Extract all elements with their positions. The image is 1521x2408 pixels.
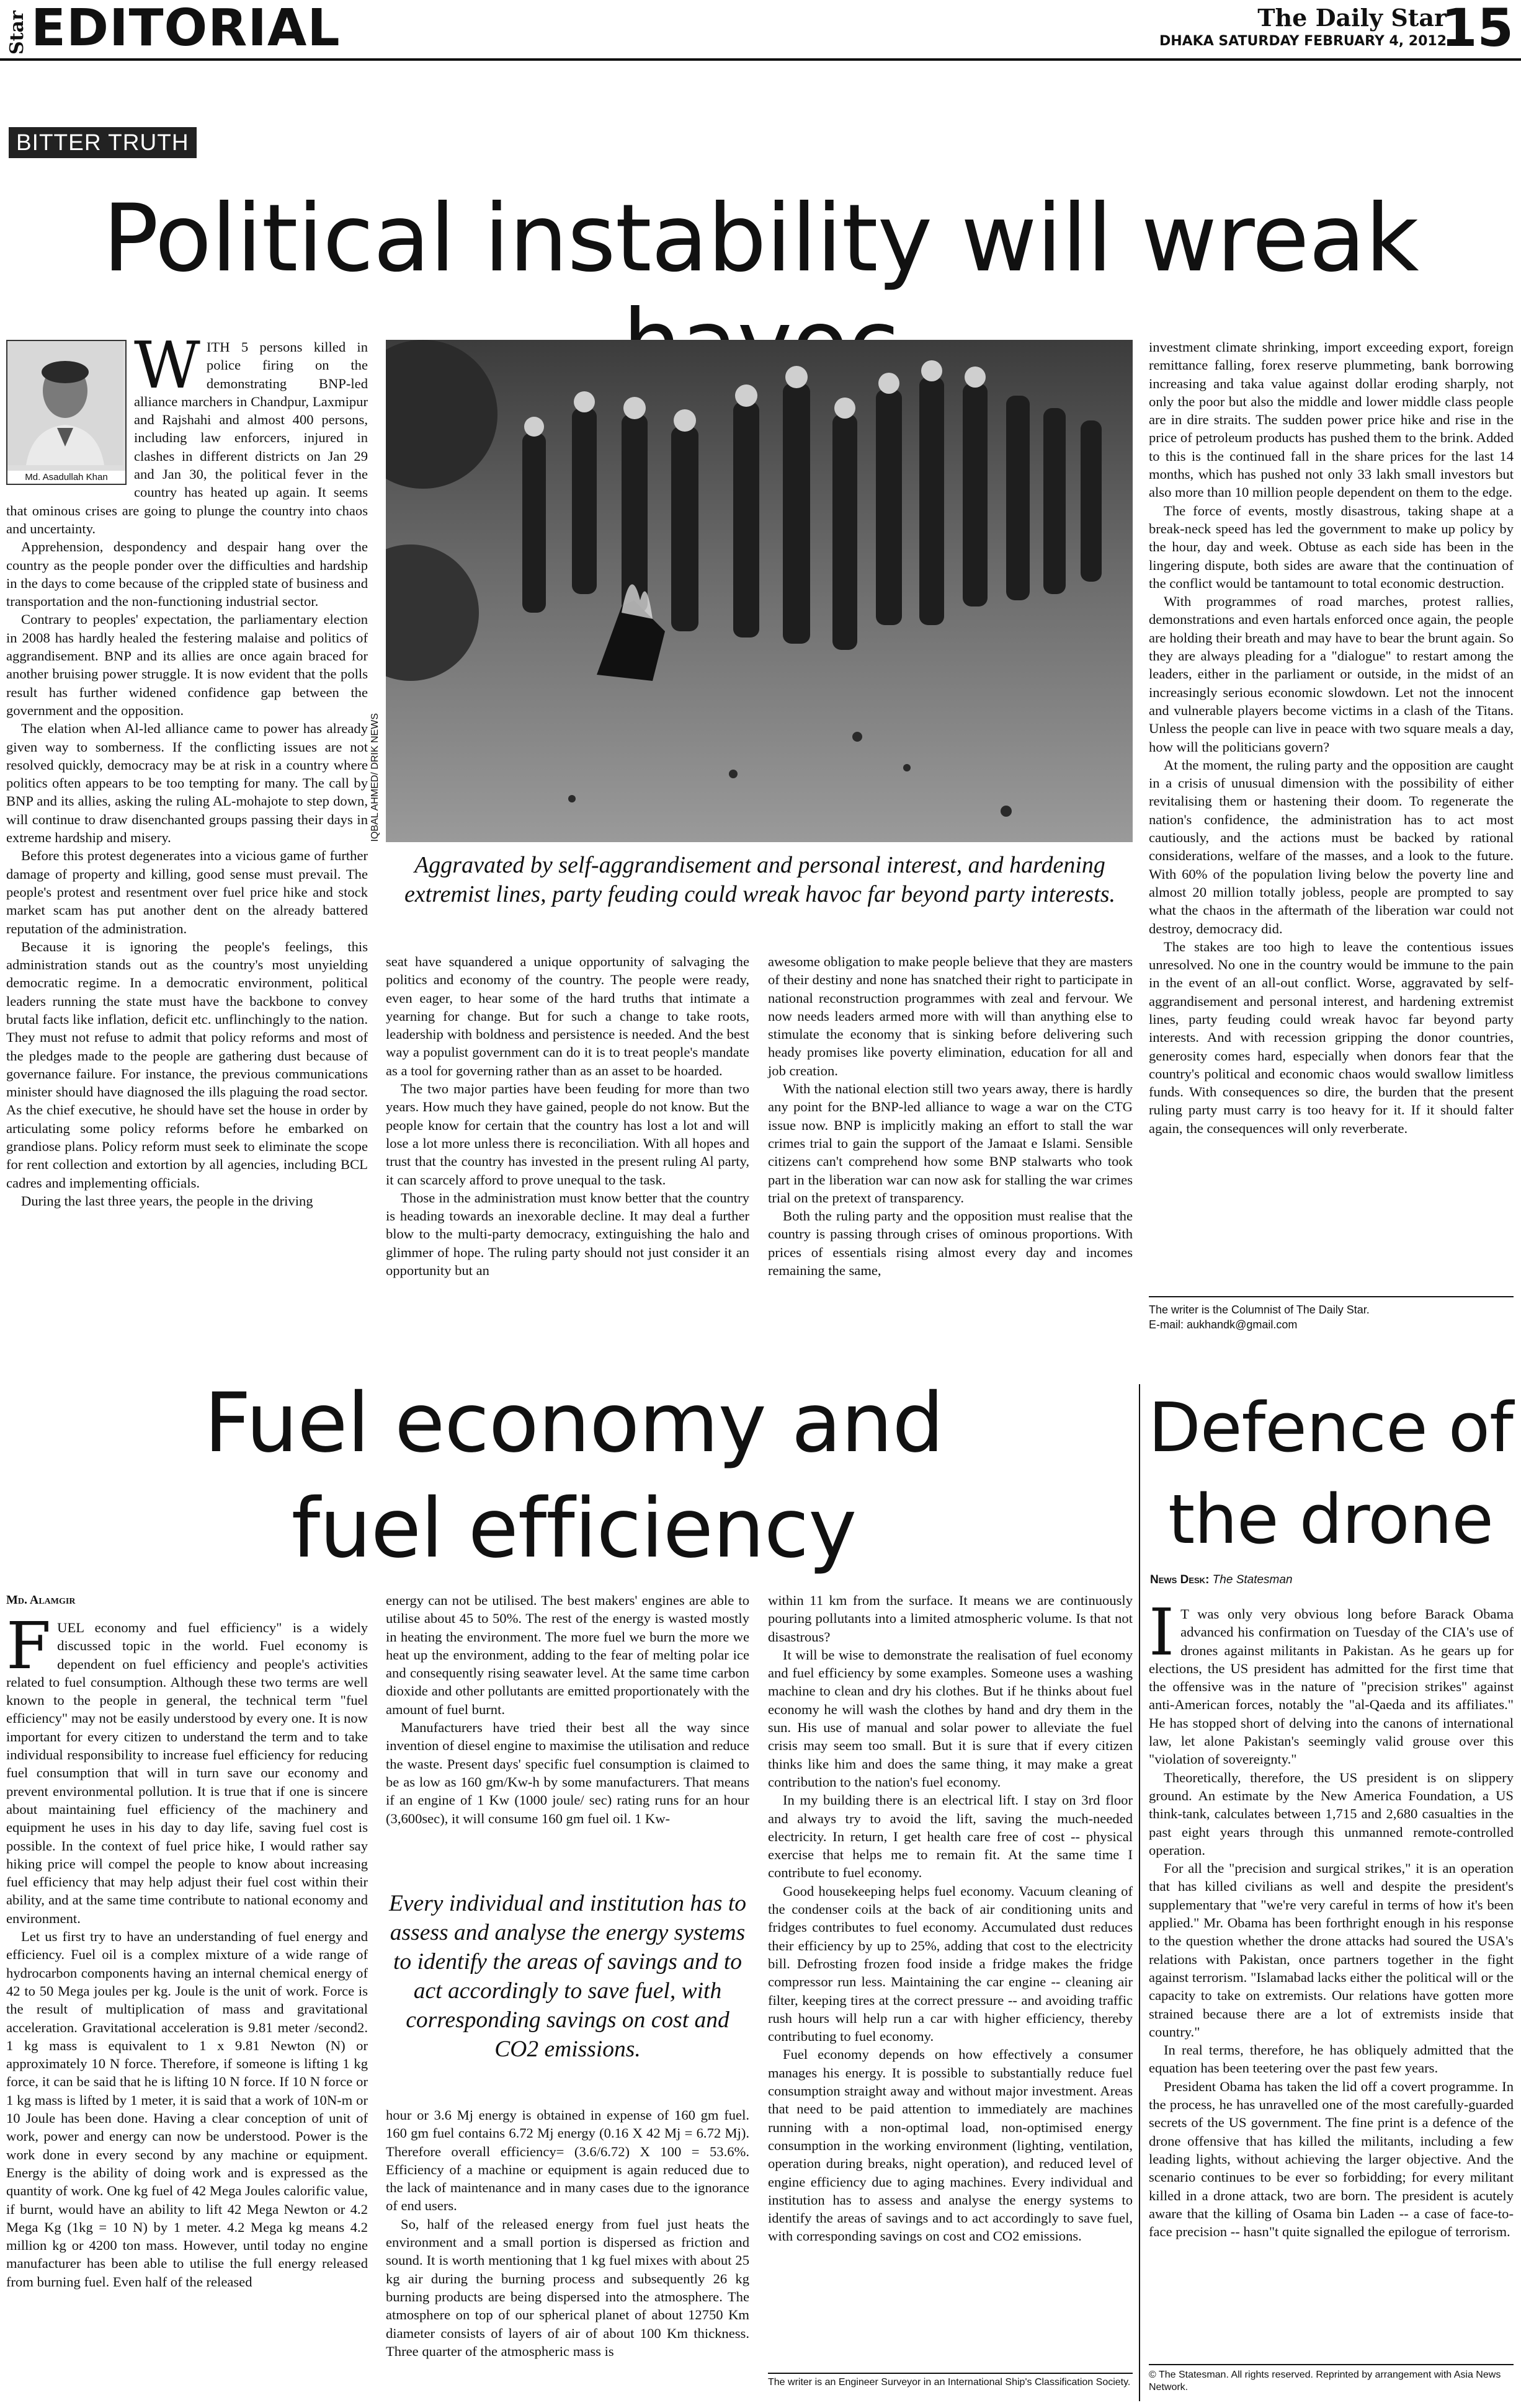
main-col-2 [386, 953, 749, 1279]
paragraph: Contrary to peoples' expectation, the parliamentary election in 2008 has hardly healed the festering malaise and politics of aggrandisement. BNP and its allies are once again braced for another bruising power struggle. It is now evident that the polls result has further widened confidence gap between the government and the opposition. [6, 611, 368, 718]
paragraph: The elation when Al-led alliance came to power has already given way to somberness. If the conflicting issues are not resolved quickly, democracy may be at risk in a country where politics often appears to be too tempting for many. The call by BNP and its allies, asking the ruling AL-mohajote to step down, will continue to draw disenchanted groups passing their days in extreme hardship and misery. [6, 721, 368, 846]
paragraph: energy can not be utilised. The best makers' engines are able to utilise about 45 to 50%. The rest of the energy is wasted mostly in heating the environment. The more fuel we burn the more we heat up the environment, adding to the fear of melting polar ice and consequently rising seawater level. At the same time carbon dioxide and other pollutants are emitted proportionately with the amount of fuel burnt. [386, 1593, 749, 1717]
fuel-footnote-rule [768, 2373, 1133, 2374]
paragraph: With programmes of road marches, protest rallies, demonstrations and even hartals enforced once again, the people are holding their breath and may have to bear the brunt again. So they are always pleading for a "dialogue" to restart among the leaders, either in the parliament or outside, in the midst of an increasingly serious economic slowdown. Let not the innocent and vulnerable players become victims in a clash of the Titans. Unless the people can live in peace with two square meals a day, how will the politicians govern? [1149, 593, 1514, 755]
section-title: EDITORIAL [31, 0, 341, 58]
author-caption: Md. Asadullah Khan [7, 471, 125, 484]
paragraph: So, half of the released energy from fuel just heats the environment and a small portion is dispersed as friction and sound. It is worth mentioning that 1 kg fuel mixes with about 25 kg air during the burning process and subsequently 26 kg burning products are being dispersed into the atmosphere. The atmosphere on top of our spherical planet of about 12750 Km diameter consists of layers of air of about 100 Km thickness. Three quarter of the atmospheric mass is [386, 2216, 749, 2359]
byline-source: The Statesman [1212, 1573, 1293, 1586]
main-col-1 [6, 327, 368, 1210]
drone-headline-line2: the drone [1168, 1480, 1493, 1559]
paragraph: Apprehension, despondency and despair hang over the country as the people ponder over the difficulties and hardship in the days to come because of the crippled state of business and transportation and the non-functioning industrial sector. [6, 539, 368, 610]
fuel-headline-line2: fuel efficiency [291, 1481, 857, 1576]
fuel-footnote: The writer is an Engineer Surveyor in an International Ship's Classification Society. [768, 2377, 1131, 2388]
paragraph: The force of events, mostly disastrous, taking shape at a break-neck speed has led the government to make up policy by the hour, day and week. Obtuse as each side has been in the lingering dispute, both sides are aware that the continuation of the conflict would be tantamount to total economic destruction. [1149, 502, 1514, 591]
drone-headline [1148, 1382, 1514, 1565]
drone-body [1149, 1594, 1514, 2241]
drone-footnote: © The Statesman. All rights reserved. Reprinted by arrangement with Asia News Network. [1149, 2370, 1501, 2392]
fuel-headline [161, 1371, 986, 1581]
paragraph: seat have squandered a unique opportunity of salvaging the politics and economy of the country. The people were ready, even eager, to hear some of the hard truths that intimate a yearning for change. But for such a change to take roots, leadership with boldness and persistence is needed. And the best way a populist government can do it is to treat people's mandate as a tool for governing rather than as an asset to be hoarded. [386, 954, 749, 1078]
writer-note: The writer is the Columnist of The Daily Star. [1149, 1304, 1370, 1316]
drone-headline-line1: Defence of [1148, 1388, 1513, 1467]
paragraph: Manufacturers have tried their best all the way since invention of diesel engine to maximise the utilisation and reduce the waste. Present days' specific fuel consumption is claimed to be as low as 160 gm/Kw-h by some manufacturers. That means if an engine of 1 Kw (1000 joule/ sec) rating runs for an hour (3,600sec), it will consume 160 gm fuel oil. 1 Kw- [386, 1720, 749, 1826]
dropcap-f: F [6, 1608, 51, 1684]
column-divider [1139, 1384, 1140, 2401]
writer-email: E-mail: aukhandk@gmail.com [1149, 1318, 1298, 1331]
paragraph: During the last three years, the people in the driving [21, 1193, 313, 1209]
paragraph: Because it is ignoring the people's feelings, this administration stands out as the country's most unyielding democratic regime. In a democratic environment, political leaders running the state must have the backbone to convey brutal facts like inflation, deficit etc. unflinchingly to the nation. They must not refuse to admit that policy reforms and most of the pledges made to the people are gathering dust because of governance failure. For instance, the previous communications minister should have diagnosed the ills plaguing the road sector. As the chief executive, he should have set the house in order by articulating some policy reforms before he embarked on grandiose plans. Policy reform must seek to eliminate the scope for rent collection and extortion by all agencies, including BCL cadres and implementing officials. [6, 938, 368, 1191]
photo-credit: IQBAL AHMED/ DRIK NEWS [370, 713, 380, 842]
paragraph: The stakes are too high to leave the contentious issues unresolved. No one in the country would be immune to the pain in the event of an all-out conflict. Worse, aggravated by self-aggrandisement and personal interest, and hardening extremist lines, party feuding could wreak havoc far beyond party interests. And with recession gripping the donor countries, generosity comes hard, especially when donors fear that the country's political and economic chaos would swallow limitless funds. With consequences so dire, the burden that the present ruling party must carry is too heavy for it. If it should falter again, the consequences will only reverberate. [1149, 938, 1514, 1136]
drone-byline [1150, 1573, 1293, 1588]
paragraph: Theoretically, therefore, the US president is on slippery ground. An estimate by the New America Foundation, a US think-tank, calculates between 1,715 and 2,680 casualties in the past eight years through this unmanned remote-controlled operation. [1149, 1769, 1514, 1858]
photo-caption: Aggravated by self-aggrandisement and personal interest, and hardening extremist lines, party feuding could wreak havoc far beyond party interests. [404, 852, 1116, 907]
fuel-headline-line1: Fuel economy and [203, 1375, 944, 1471]
dropcap-w: W [134, 327, 200, 403]
fuel-byline: Md. Alamgir [6, 1593, 76, 1607]
main-lead-paragraph: ITH 5 persons killed in police firing on the demonstrating BNP-led alliance marchers in Chandpur, Laxmipur and Rajshahi and almost 400 persons, including law enforcers, injured in clashes in different districts on Jan 29 and Jan 30, the political fever in the country has heated up again. It seems that ominous crises are going to plunge the country into chaos and uncertainty. [6, 339, 368, 536]
paragraph: Good housekeeping helps fuel economy. Vacuum cleaning of the condenser coils at the back of air conditioning units and fridges contributes to fuel economy. Accumulated dust reduces their efficiency by up to 25%, adding that cost to the electricity bill. Defrosting frozen food inside a fridge makes the fridge compressor run less. Maintaining the car engine -- cleaning air filter, keeping tires at the correct pressure -- and avoiding traffic rush hours will help run a car with higher efficiency, thereby contributing to fuel economy. [768, 1883, 1133, 2045]
dropcap-i: I [1149, 1594, 1175, 1670]
fuel-pull-quote: Every individual and institution has to assess and analyse the energy systems to identify the areas of savings and to act accordingly to save fuel, with corresponding savings on cost and CO2 emissions. [389, 1891, 746, 2062]
byline-label: News Desk: [1150, 1573, 1210, 1586]
paragraph: Let us first try to have an understanding of fuel energy and efficiency. Fuel oil is a complex mixture of a wide range of hydrocarbon components having an internal chemical energy of 42 to 50 Mega joules per kg. Joule is the unit of work. Force is the result of multiplication of mass and gravitational acceleration. Gravitational acceleration is 9.81 meter /second2. 1 kg mass is equivalent to 1 x 9.81 Newton (N) or approximately 10 N force. Therefore, if someone is lifting 1 kg force, it can be said that he is lifting 10 N force. If 10 N force or 1 kg mass is lifted by 1 meter, it is said that a work of 10N-m or 10 Joule has been done. Having a clear conception of unit of work, power and energy can now be understood. Power is the work done in every second by any machine or equipment. Energy is the ability of doing work and is expressed as the quantity of work. One kg fuel of 42 Mega Joules calorific value, if burnt, would have an ability to lift 42 Mega Newton or 4.2 Mega Kg (1kg = 10 N) by 1 meter. 4.2 Mega kg means 4.2 million kg or 4200 ton mass. However, until today no engine manufacturer has been able to utilise the full energy released from burning fuel. Even half of the released [6, 1929, 368, 2290]
paragraph: T was only very obvious long before Barack Obama advanced his confirmation on Tuesday of the CIA's use of drones against militants in Pakistan. As he gears up for elections, the US president has admitted for the first time that the offensive was in the nature of "precision strikes" against anti-American forces, notably the "al-Qaeda and its affiliates." He has stopped short of delving into the canons of international law, let alone Pakistan's seemingly valid grouse over this "violation of sovereignty." [1149, 1606, 1514, 1767]
protest-scene-image [386, 340, 1133, 842]
fuel-col-3 [768, 1591, 1133, 2246]
paper-name: The Daily Star [1257, 4, 1447, 32]
paragraph: Those in the administration must know better that the country is heading towards an inexorable decline. It may deal a further blow to the multi-party democracy, extinguishing the halo and glimmer of hope. The ruling party should not just consider it an opportunity but an [386, 1189, 749, 1279]
page-number: 15 [1441, 0, 1514, 58]
masthead [0, 0, 1521, 60]
paragraph: It will be wise to demonstrate the realisation of fuel economy and fuel efficiency by some examples. Someone uses a washing machine to clean and dry his clothes. But if he thinks about fuel economy he will wash the clothes by hand and dry them in the sun. His use of manual and solar power to alleviate the fuel crisis may seem too small. But it is sure that if every citizen thinks like him and does the same thing, it may make a great contribution to the nation's fuel economy. [768, 1646, 1133, 1790]
header-rule [0, 58, 1521, 61]
paragraph: investment climate shrinking, import exceeding export, foreign remittance falling, forex reserve plummeting, bank borrowing increasing and taka value against dollar eroding sharply, not only the poor but also the middle and lower middle class people are in dire straits. The sudden power price hike and rise in the price of petroleum products has pushed them to the brink. Added to this is the continued fall in the share prices for the last 14 months, which has pushed not only 33 lakh small investors but also more than 10 million people dependent on them to the edge. [1149, 339, 1514, 500]
paragraph: Before this protest degenerates into a vicious game of further damage of property and killing, good sense must prevail. The people's protest and resentment over fuel price hike and stock market scam has put another dent on the already battered reputation of the administration. [6, 848, 368, 936]
paragraph: At the moment, the ruling party and the opposition are caught in a crisis of unusual dimension with the possibility of either revitalising them or hastening their doom. To regenerate the nation's confidence, the administration has to act most cautiously, and the actions must be backed by rational considerations, welfare of the masses, and a look to the future. With 60% of the population living below the poverty line and almost 20 million totally jobless, people are prompted to say what the chaos in the aftermath of the liberation war could not destroy, democracy did. [1149, 757, 1514, 936]
paragraph: With the national election still two years away, there is hardly any point for the BNP-led alliance to wage a war on the CTG issue now. BNP is implicitly making an effort to stall the war crimes trial to gain the support of the Jamaat e Islami. Sensible citizens can't comprehend how some BNP stalwarts who took part in the liberation war can now ask for stalling the war crimes trial on the pretext of transparency. [768, 1081, 1133, 1206]
footnote-rule [1149, 1296, 1514, 1297]
fuel-col-1 [6, 1608, 368, 2291]
paragraph: In my building there is an electrical lift. I stay on 3rd floor and always try to avoid the lift, saving the much-needed electricity. In return, I get health care free of cost -- physical exercise that helps me to remain fit. At the same time I contribute to fuel economy. [768, 1792, 1133, 1881]
paragraph: In real terms, therefore, he has obliquely admitted that the equation has been teetering over the past few years. [1149, 2042, 1514, 2076]
dateline: DHAKA SATURDAY FEBRUARY 4, 2012 [1159, 33, 1447, 49]
fuel-col-2-top [386, 1591, 749, 1828]
main-headline: Political instability will wreak [102, 185, 1419, 293]
protest-photo [386, 340, 1133, 842]
paragraph: within 11 km from the surface. It means we are continuously pouring pollutants into a limited atmospheric volume. Is that not disastrous? [768, 1593, 1133, 1645]
paragraph: hour or 3.6 Mj energy is obtained in expense of 160 gm fuel. 160 gm fuel contains 6.72 Mj energy (0.16 X 42 Mj = 6.72 Mj). Therefore overall efficiency= (3.6/6.72) X 100 = 53.6%. Efficiency of a machine or equipment is again reduced due to the lack of maintenance and in many cases due to the ignorance of end users. [386, 2107, 749, 2214]
paragraph: The two major parties have been feuding for more than two years. How much they have gained, people do not know. But the people know for certain that the country has lost a lot and will lose a lot more unless there is reconciliation. With all hopes and trust that the country has invested in the present ruling Al party, it can scarcely afford to prove unequal to the task. [386, 1081, 749, 1188]
star-logo: Star [6, 11, 28, 55]
paragraph: UEL economy and fuel efficiency" is a widely discussed topic in the world. Fuel economy is dependent on fuel efficiency and people's activities related to fuel consumption. Although these two terms are well known to the people in general, the technical term "fuel efficiency" may not be easily understood by every one. It is now important for every citizen to understand the term and to take individual responsibility to increase fuel efficiency for reducing fuel consumption that will in turn save our economy and prevent environmental pollution. It is true that if one is sincere about maintaining fuel efficiency of the machinery and equipment he uses in his day to day life, saving fuel cost is possible. In the context of fuel price hike, I would rather say hiking price will compel the people to know about increasing fuel efficiency that may help adjust their fuel cost within their ability, and at the same time contribute to national economy and environment. [6, 1620, 368, 1926]
drone-footnote-rule [1149, 2364, 1514, 2365]
main-col-4 [1149, 338, 1514, 1137]
paragraph: For all the "precision and surgical strikes," it is an operation that has killed civilians as well and despite the president's supplementary that "we're very careful in terms of how it's been applied." Mr. Obama has been forthright enough in his response to the question whether the drone attacks had soured the USA's relations with Pakistan, once partners together in the fight against terrorism. "Islamabad lacks either the political will or the capacity to take on extremists. Our relations have gotten more strained because there are a lot of extremists inside that country." [1149, 1860, 1514, 2040]
main-col-3 [768, 953, 1133, 1279]
paragraph: awesome obligation to make people believe that they are masters of their destiny and none has snatched their right to participate in national reconstruction programmes with zeal and fervour. We now needs leaders armed more with will than anything else to stimulate the economy that is sinking before delivering such heady promises like poverty elimination, education for all and job creation. [768, 954, 1133, 1078]
main-footnote [1149, 1302, 1514, 1332]
fuel-col-2-bottom [386, 2106, 749, 2360]
paragraph: Both the ruling party and the opposition must realise that the country is passing through crises of ominous proportions. With prices of essentials rising almost every day and incomes remaining the same, [768, 1208, 1133, 1279]
paragraph: Fuel economy depends on how effectively a consumer manages his energy. It is possible to substantially reduce fuel consumption straight away and without major investment. Areas that need to be paid attention to immediately are machines running with a non-optimal load, non-optimised energy consumption in the working environment (lighting, ventilation, operation during breaks, night operation), and reduced level of engine efficiency due to aging machines. Every individual and institution has to assess and analyse the energy systems to identify the areas of savings and to act accordingly to save fuel, with corresponding savings on cost and CO2 emissions. [768, 2046, 1133, 2244]
kicker-label: BITTER TRUTH [9, 127, 197, 158]
paragraph: President Obama has taken the lid off a covert programme. In the process, he has unravelled one of the most carefully-guarded secrets of the US government. The fine print is a defence of the drone offensive that has killed the militants, including a few leading lights, without achieving the larger objective. And the scenario continues to be ever so forbidding; for every militant killed in a drone attack, two are born. The president is acutely aware that the killing of Osama bin Laden -- a case of face-to-face precision -- hasn"t quite signalled the epilogue of terrorism. [1149, 2078, 1514, 2240]
